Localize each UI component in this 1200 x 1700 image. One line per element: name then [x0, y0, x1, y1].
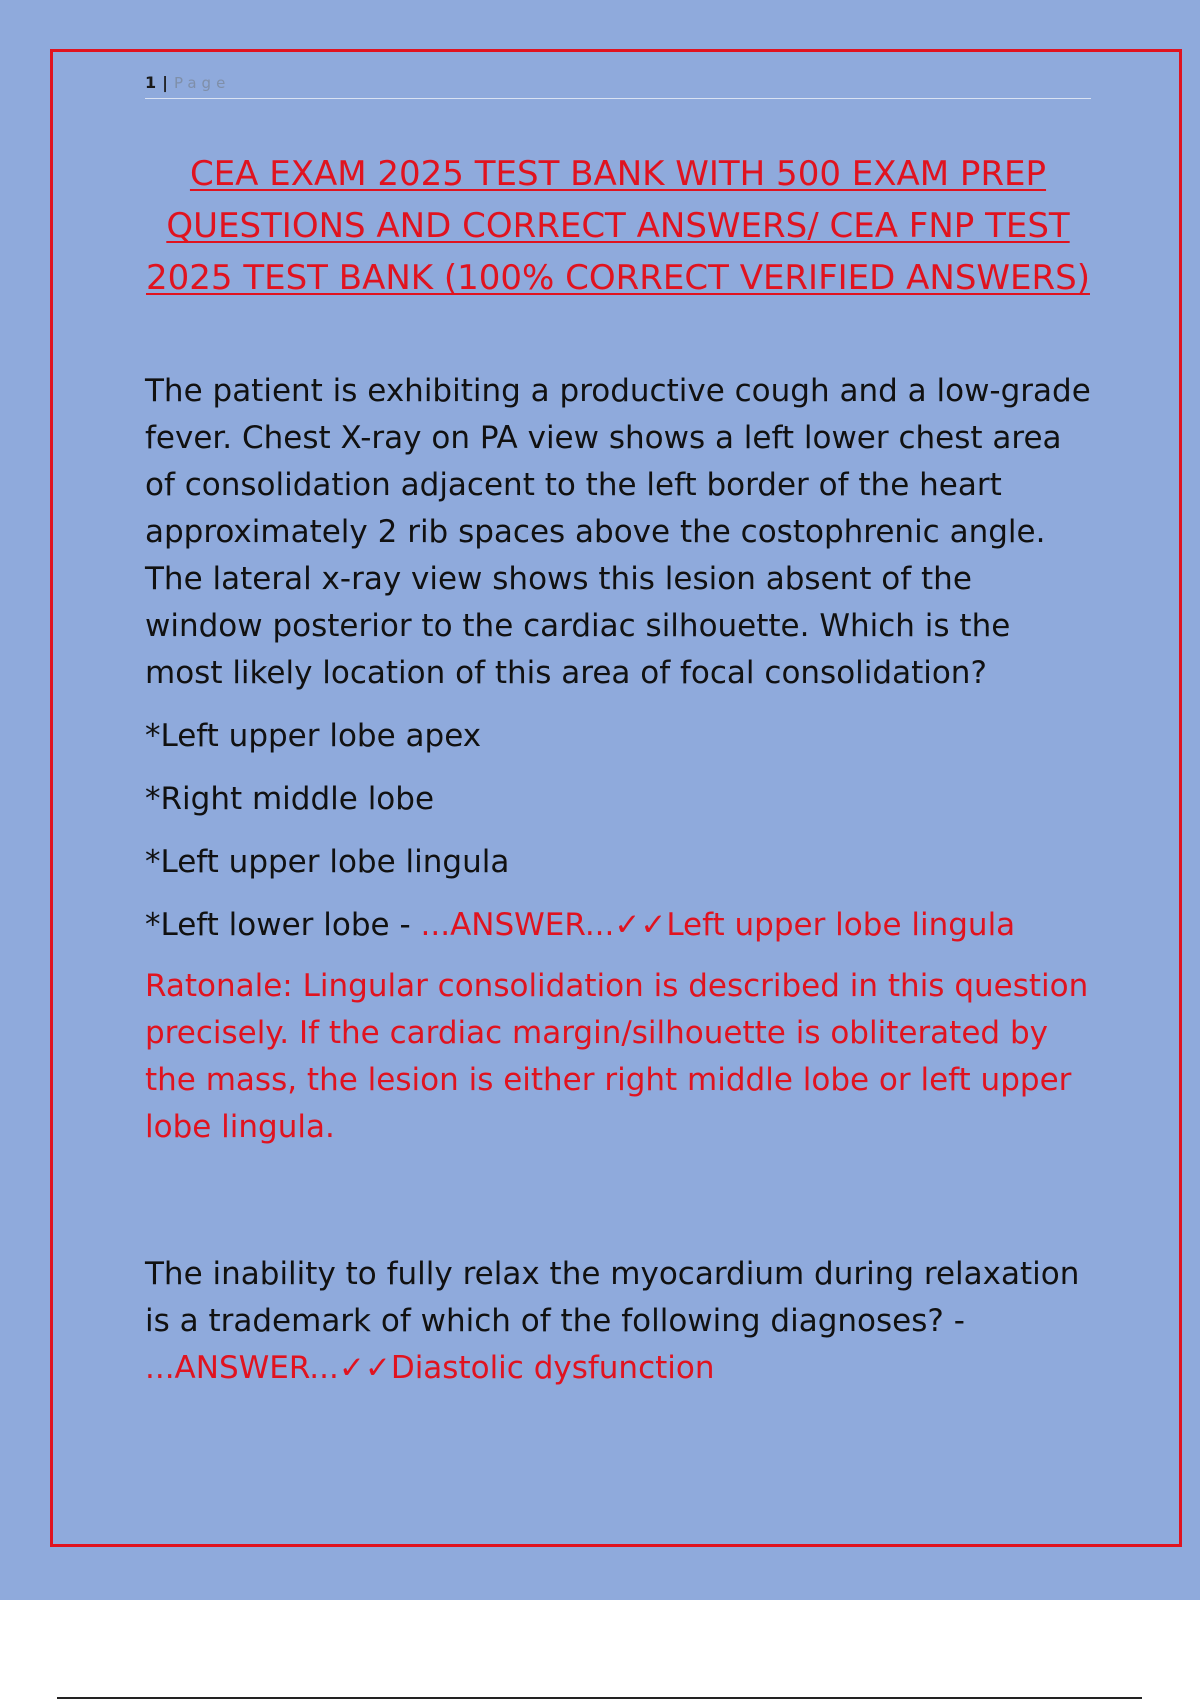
question-1-text: The patient is exhibiting a productive cough and a low-grade fever. Chest X-ray on PA view shows a left lower chest area of consolidation adjacent to the left border of the heart approximately 2 rib spaces above the costophrenic angle. The lateral x-ray view shows this lesion absent of the window posterior to the cardiac silhouette. Which is the most likely location of this area of focal consolidation?	[145, 373, 1091, 691]
question-1-option-c: *Left upper lobe lingula	[145, 844, 510, 880]
document-body	[145, 368, 1091, 1392]
page-label: Page	[173, 74, 231, 92]
question-1-option-d-with-answer	[145, 902, 1091, 949]
document-title: CEA EXAM 2025 TEST BANK WITH 500 EXAM PREP QUESTIONS AND CORRECT ANSWERS/ CEA FNP TEST 2025 TEST BANK (100% CORRECT VERIFIED ANSWERS)	[146, 154, 1090, 298]
question-1-rationale: Ratonale: Lingular consolidation is described in this question precisely. If the cardiac margin/silhouette is obliterated by the mass, the lesion is either right middle lobe or left upper lobe lingula.	[145, 968, 1089, 1145]
question-1-option-b: *Right middle lobe	[145, 781, 435, 817]
question-2-block	[145, 1251, 1091, 1392]
question-1-option-d: *Left lower lobe -	[145, 907, 421, 943]
page-number: 1	[145, 73, 157, 92]
question-1-answer: ...ANSWER...✓✓Left upper lobe lingula	[420, 907, 1016, 943]
question-1-option-a: *Left upper lobe apex	[145, 718, 482, 754]
page-header	[145, 70, 1091, 99]
page-separator: |	[162, 73, 168, 92]
footer-divider	[57, 1697, 1142, 1699]
question-2-answer: ...ANSWER...✓✓Diastolic dysfunction	[145, 1350, 715, 1386]
question-2-text: The inability to fully relax the myocardium during relaxation is a trademark of which of the following diagnoses? -	[145, 1256, 1080, 1339]
